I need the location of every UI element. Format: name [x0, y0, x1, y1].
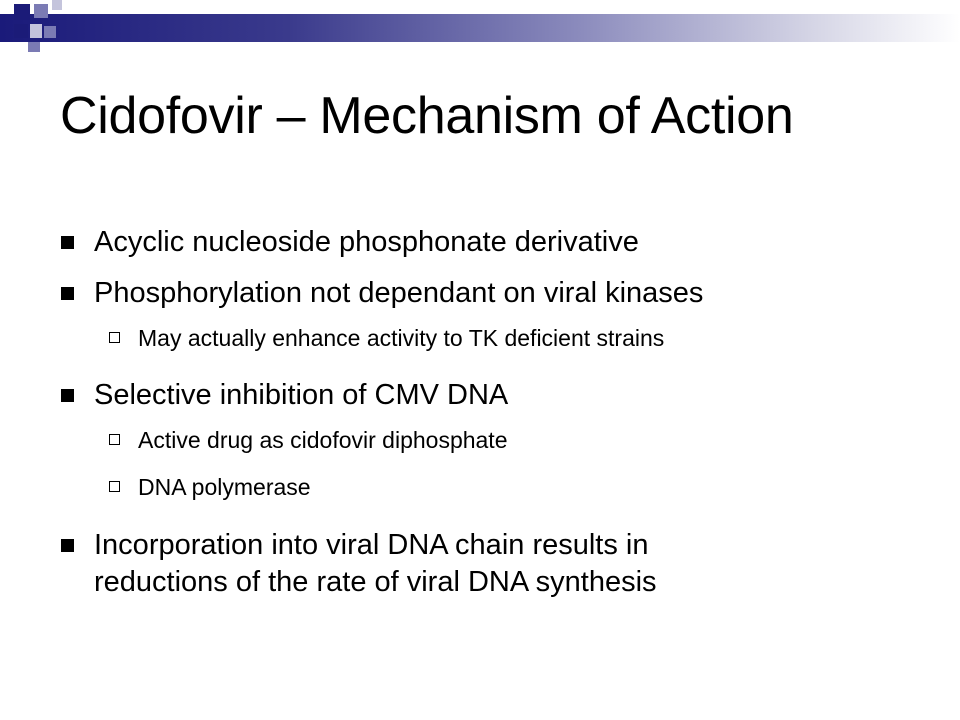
bullet-item-continuation: reductions of the rate of viral DNA synthesis [94, 566, 657, 598]
filled-square-icon [61, 287, 74, 300]
slide-title: Cidofovir – Mechanism of Action [60, 87, 794, 145]
filled-square-icon [61, 236, 74, 249]
bullet-item: Incorporation into viral DNA chain results in [94, 529, 649, 561]
bullet-item: Phosphorylation not dependant on viral kinases [94, 277, 704, 309]
bullet-item: Selective inhibition of CMV DNA [94, 379, 509, 411]
hollow-square-icon [109, 481, 120, 492]
hollow-square-icon [109, 434, 120, 445]
hollow-square-icon [109, 332, 120, 343]
sub-bullet-item: Active drug as cidofovir diphosphate [138, 427, 508, 453]
sub-bullet-item: DNA polymerase [138, 474, 311, 500]
sub-bullet-item: May actually enhance activity to TK deficient strains [138, 325, 665, 351]
filled-square-icon [61, 389, 74, 402]
filled-square-icon [61, 539, 74, 552]
bullet-item: Acyclic nucleoside phosphonate derivative [94, 226, 639, 258]
